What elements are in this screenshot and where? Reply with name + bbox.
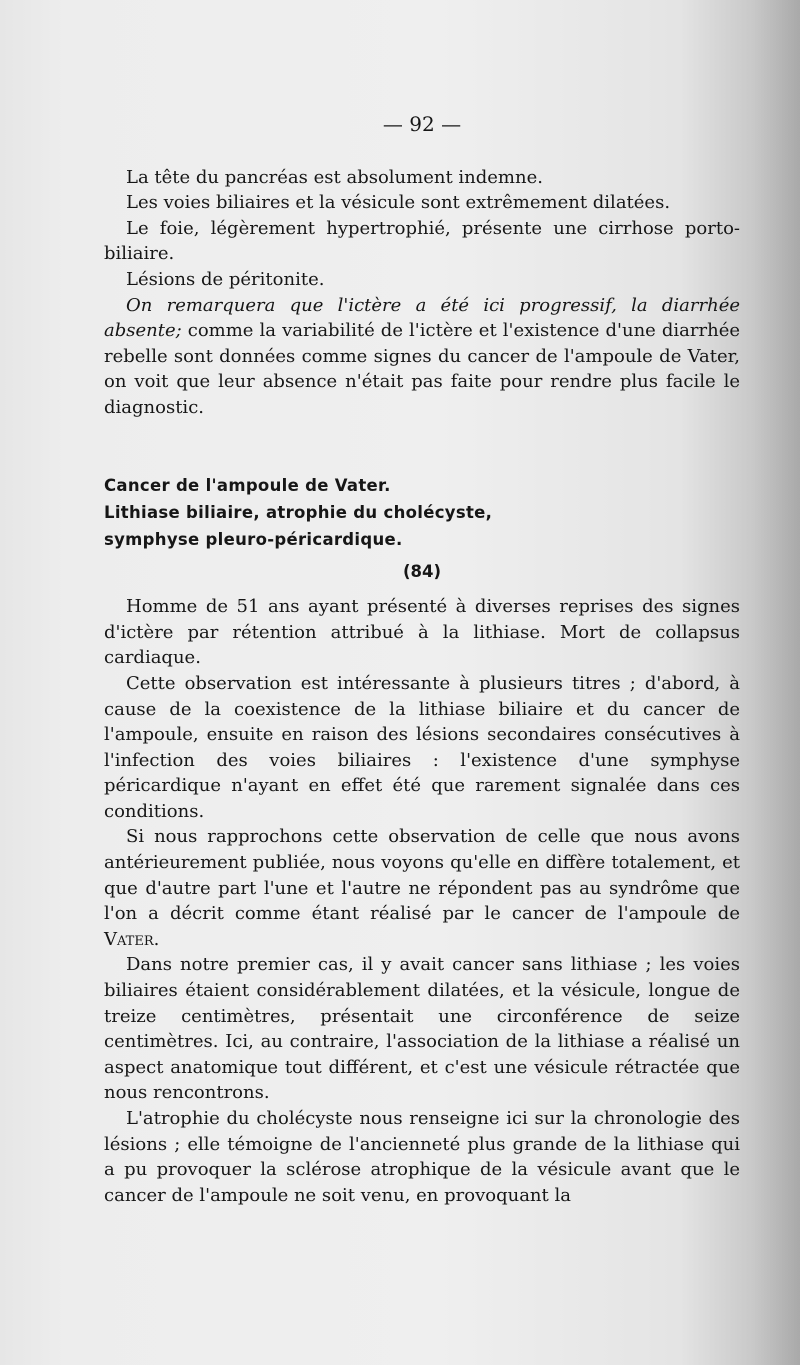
paragraph	[104, 824, 740, 952]
paragraph: La tête du pancréas est absolument indemne.	[126, 166, 543, 188]
paragraph: Cette observation est intéressante à plusieurs titres ; d'abord, à cause de la coexistence de la lithiase biliaire et du cancer de l'ampoule, ensuite en raison des lésions secondaires consécutives à l'infection des voies biliaires : l'existence d'une symphyse péricardique n'ayant en effet été que rarement signalée dans ces conditions.	[104, 672, 740, 822]
remark-italic-text: On remarquera que l'ictère a été ici progressif, la diarrhée absente;	[104, 294, 740, 342]
author-name: Vater	[104, 928, 154, 950]
remark-paragraph	[104, 293, 740, 421]
paragraph: Lésions de péritonite.	[126, 268, 325, 290]
paragraph: Dans notre premier cas, il y avait cancer sans lithiase ; les voies biliaires étaient considérablement dilatées, et la vésicule, longue de treize centimètres, présentait une circonférence de seize centimètres. Ici, au contraire, l'association de la lithiase a réalisé un aspect anatomique tout différent, et c'est une vésicule rétractée que nous rencontrons.	[104, 954, 740, 1104]
section-gap	[104, 421, 740, 472]
paragraph-end: .	[153, 928, 160, 950]
section-title-line: symphyse pleuro-péricardique.	[104, 529, 403, 549]
paragraph: Les voies biliaires et la vésicule sont extrêmement dilatées.	[126, 192, 671, 214]
observation-number: (84)	[402, 561, 442, 581]
paragraph: L'atrophie du cholécyste nous renseigne ici sur la chronologie des lésions ; elle témoigne de l'ancienneté plus grande de la lithiase qui a pu provoquer la sclérose atrophique de la vésicule avant que le cancer de l'ampoule ne soit venu, en provoquant la	[104, 1108, 740, 1206]
paragraph: Homme de 51 ans ayant présenté à diverses reprises des signes d'ictère par rétention attribué à la lithiase. Mort de collapsus cardiaque.	[104, 596, 740, 669]
page-text-block	[104, 112, 740, 1208]
paragraph: Le foie, légèrement hypertrophié, présente une cirrhose porto-biliaire.	[104, 217, 740, 265]
remark-text: comme la variabilité de l'ictère et l'existence d'une diarrhée rebelle sont données comme signes du cancer de l'ampoule de Vater, on voit que leur absence n'était pas faite pour rendre plus facile le diagnostic.	[104, 320, 740, 418]
paragraph-text: Si nous rapprochons cette observation de celle que nous avons antérieurement publiée, nous voyons qu'elle en diffère totalement, et que d'autre part l'une et l'autre ne répondent pas au syndrôme que l'on a décrit comme étant réalisé par le cancer de l'ampoule de	[104, 826, 740, 925]
page-number: — 92 —	[382, 112, 462, 136]
section-title-line: Cancer de l'ampoule de Vater.	[104, 475, 391, 495]
section-title-line: Lithiase biliaire, atrophie du cholécyste,	[104, 502, 493, 522]
